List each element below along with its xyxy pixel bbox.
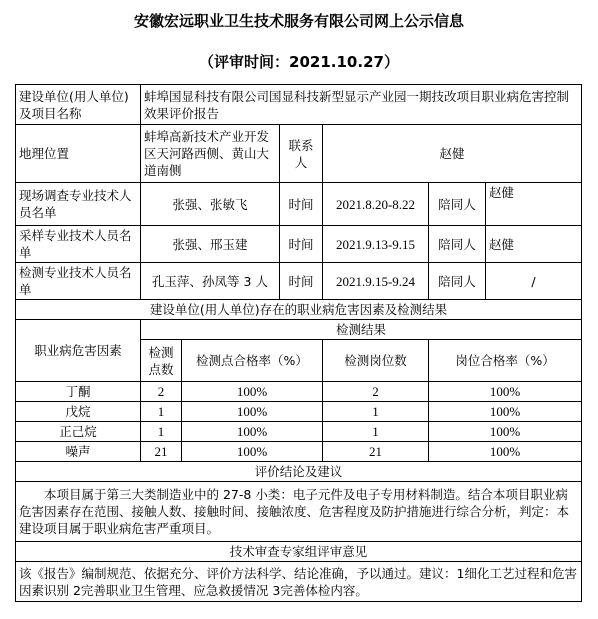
review-row <box>16 562 582 602</box>
staff-row <box>16 183 582 226</box>
disclosure-table <box>15 84 582 602</box>
hazard-posts: 1 <box>323 402 429 422</box>
conclusion-text: 本项目属于第三大类制造业中的 27-8 小类：电子元件及电子专用材料制造。结合本项目职业病危害因素存在范围、接触人数、接触时间、接触浓度、危害程度及防护措施进行综合分析，判定：本建设项目属于职业病危害严重项目。 <box>16 482 582 542</box>
hazard-post-rate: 100% <box>429 402 582 422</box>
project-name-label: 建设单位(用人单位)及项目名称 <box>16 85 141 125</box>
hazard-factor: 噪声 <box>16 442 141 462</box>
contact-label: 联系人 <box>280 125 323 183</box>
staff-row <box>16 263 582 300</box>
col-points-header: 检测点数 <box>141 340 182 382</box>
hazard-points: 21 <box>141 442 182 462</box>
staff-accompany: 赵健 <box>486 183 582 226</box>
project-name-row <box>16 85 582 125</box>
location-label: 地理位置 <box>16 125 141 183</box>
staff-accompany-label: 陪同人 <box>429 263 486 300</box>
hazard-post-rate: 100% <box>429 382 582 402</box>
staff-accompany-label: 陪同人 <box>429 226 486 263</box>
hazard-point-rate: 100% <box>182 422 323 442</box>
page-title: 安徽宏远职业卫生技术服务有限公司网上公示信息 <box>133 12 464 30</box>
staff-time: 2021.8.20-8.22 <box>323 183 429 226</box>
hazard-row <box>16 442 582 462</box>
hazard-points: 1 <box>141 402 182 422</box>
review-time: （评审时间：2021.10.27） <box>199 53 399 71</box>
staff-label: 现场调查专业技术人员名单 <box>16 183 141 226</box>
staff-label: 检测专业技术人员名单 <box>16 263 141 300</box>
staff-names: 张强、张敏飞 <box>141 183 280 226</box>
results-header: 检测结果 <box>141 320 582 340</box>
hazard-post-rate: 100% <box>429 422 582 442</box>
staff-names: 张强、邢玉建 <box>141 226 280 263</box>
factor-header: 职业病危害因素 <box>16 320 141 382</box>
col-point-rate-header: 检测点合格率（%） <box>182 340 323 382</box>
review-title-row <box>16 542 582 562</box>
hazard-posts: 2 <box>323 382 429 402</box>
hazard-factor: 戊烷 <box>16 402 141 422</box>
hazard-factor: 丁酮 <box>16 382 141 402</box>
col-posts-header: 检测岗位数 <box>323 340 429 382</box>
hazard-row <box>16 382 582 402</box>
hazard-posts: 1 <box>323 422 429 442</box>
hazard-row <box>16 422 582 442</box>
hazard-factor: 正己烷 <box>16 422 141 442</box>
staff-time-label: 时间 <box>280 183 323 226</box>
staff-time: 2021.9.13-9.15 <box>323 226 429 263</box>
staff-time: 2021.9.15-9.24 <box>323 263 429 300</box>
hazard-point-rate: 100% <box>182 402 323 422</box>
hazard-points: 1 <box>141 422 182 442</box>
hazards-title-row <box>16 300 582 320</box>
hazard-post-rate: 100% <box>429 442 582 462</box>
conclusion-title: 评价结论及建议 <box>16 462 582 482</box>
staff-time-label: 时间 <box>280 226 323 263</box>
hazard-point-rate: 100% <box>182 442 323 462</box>
project-name-value: 蚌埠国显科技有限公司国显科技新型显示产业园一期技改项目职业病危害控制效果评价报告 <box>141 85 582 125</box>
contact-value: 赵健 <box>323 125 582 183</box>
staff-accompany: / <box>486 263 582 300</box>
hazard-point-rate: 100% <box>182 382 323 402</box>
review-text: 该《报告》编制规范、依据充分、评价方法科学、结论准确，予以通过。建议：1细化工艺过程和危害因素识别 2完善职业卫生管理、应急救援情况 3完善体检内容。 <box>16 562 582 602</box>
col-post-rate-header: 岗位合格率（%） <box>429 340 582 382</box>
hazard-points: 2 <box>141 382 182 402</box>
hazard-row <box>16 402 582 422</box>
staff-time-label: 时间 <box>280 263 323 300</box>
location-row <box>16 125 582 183</box>
hazards-section-title: 建设单位(用人单位)存在的职业病危害因素及检测结果 <box>16 300 582 320</box>
location-value: 蚌埠高新技术产业开发区天河路西侧、黄山大道南侧 <box>141 125 280 183</box>
staff-row <box>16 226 582 263</box>
staff-accompany-label: 陪同人 <box>429 183 486 226</box>
staff-label: 采样专业技术人员名单 <box>16 226 141 263</box>
conclusion-title-row <box>16 462 582 482</box>
staff-accompany: 赵健 <box>486 226 582 263</box>
hazards-header-row <box>16 320 582 340</box>
hazard-posts: 21 <box>323 442 429 462</box>
review-title: 技术审查专家组评审意见 <box>16 542 582 562</box>
conclusion-row <box>16 482 582 542</box>
staff-names: 孔玉萍、孙凤等 3 人 <box>141 263 280 300</box>
